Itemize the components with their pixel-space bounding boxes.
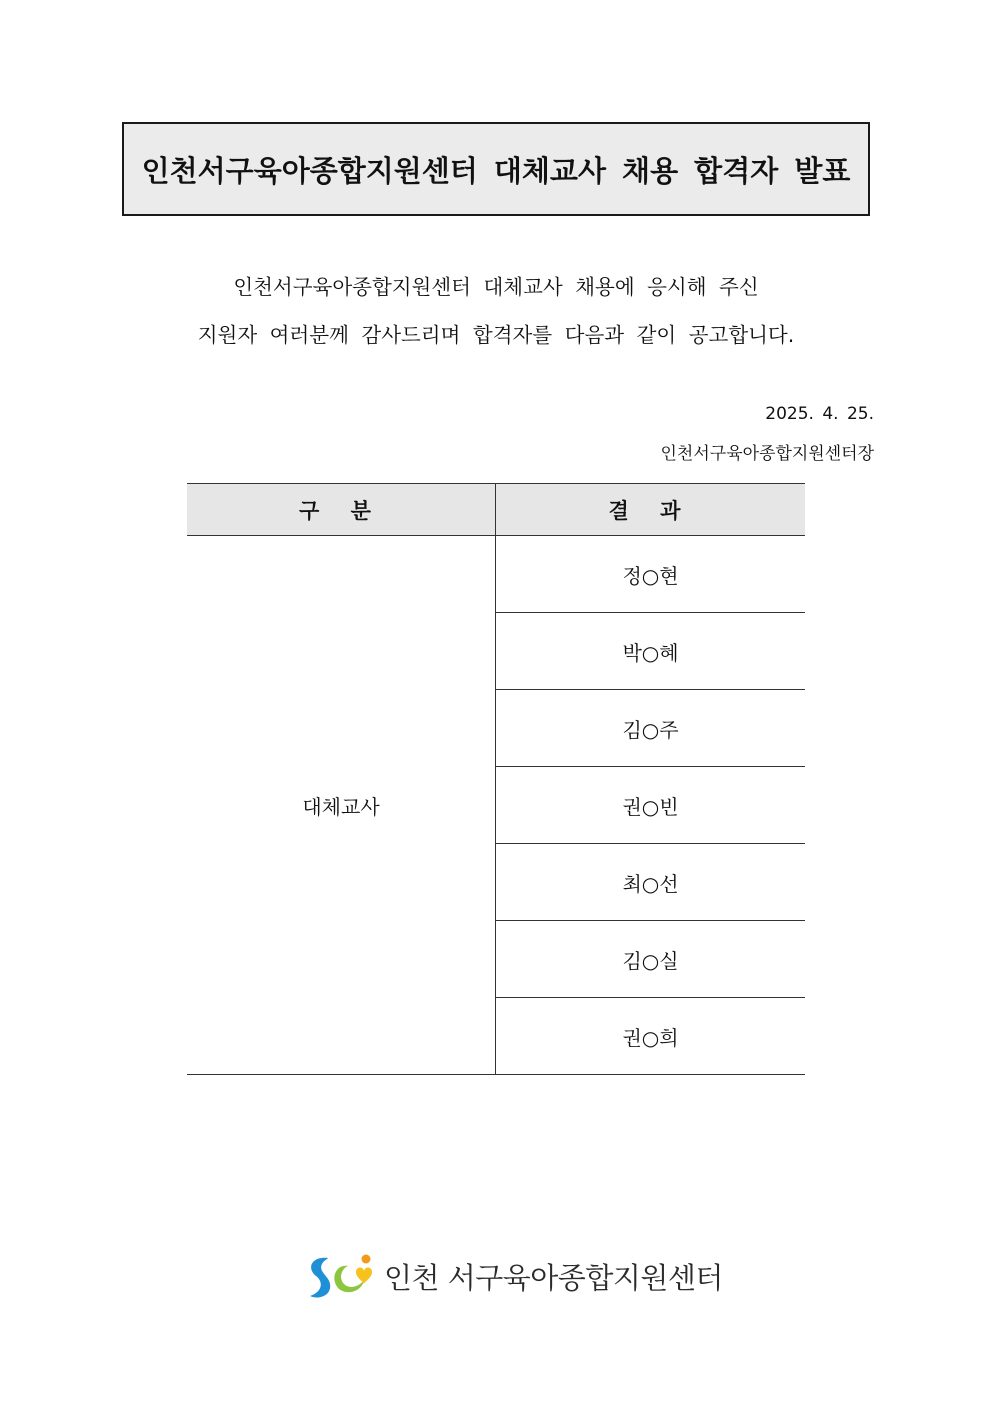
footer-org-name: 인천 서구육아종합지원센터 bbox=[384, 1260, 723, 1295]
result-table bbox=[187, 483, 805, 1075]
title-box bbox=[122, 122, 870, 216]
announcement-date: 2025. 4. 25. bbox=[765, 404, 874, 424]
result-name: 정○현 bbox=[496, 536, 806, 613]
result-name: 박○혜 bbox=[496, 613, 806, 690]
result-name: 권○빈 bbox=[496, 767, 806, 844]
result-name: 권○희 bbox=[496, 998, 806, 1075]
header-category: 구 분 bbox=[187, 484, 496, 536]
header-result: 결 과 bbox=[496, 484, 806, 536]
logo-swoosh-blue bbox=[310, 1258, 330, 1298]
result-name: 김○실 bbox=[496, 921, 806, 998]
result-name: 최○선 bbox=[496, 844, 806, 921]
footer-logo bbox=[304, 1250, 723, 1302]
category-cell: 대체교사 bbox=[187, 536, 496, 1075]
logo-dot-orange bbox=[362, 1255, 371, 1264]
issuer-name: 인천서구육아종합지원센터장 bbox=[660, 444, 874, 464]
result-name: 김○주 bbox=[496, 690, 806, 767]
org-logo-icon bbox=[304, 1250, 380, 1302]
intro-line-1: 인천서구육아종합지원센터 대체교사 채용에 응시해 주신 bbox=[233, 275, 759, 299]
page-title: 인천서구육아종합지원센터 대체교사 채용 합격자 발표 bbox=[141, 153, 851, 188]
logo-heart-yellow bbox=[356, 1268, 372, 1285]
table-header-row bbox=[187, 484, 805, 536]
intro-line-2: 지원자 여러분께 감사드리며 합격자를 다음과 같이 공고합니다. bbox=[197, 323, 795, 347]
table-row bbox=[187, 536, 805, 613]
